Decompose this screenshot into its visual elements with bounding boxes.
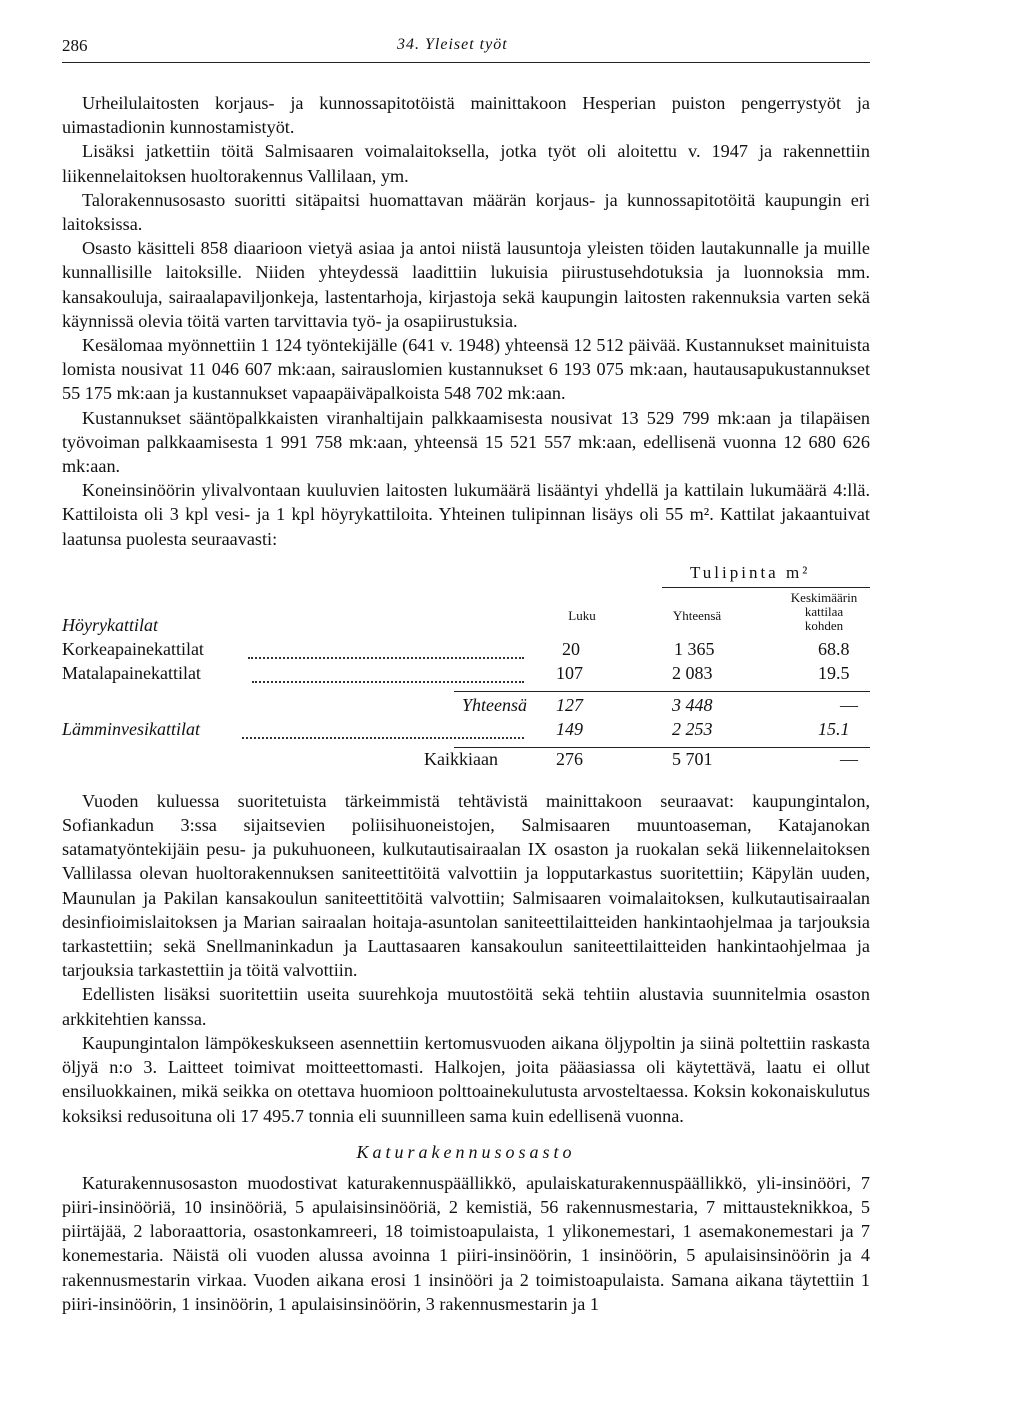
total-avg: — bbox=[840, 748, 858, 769]
paragraph: Osasto käsitteli 858 diaarioon vietyä asiaa ja antoi niistä lausuntoja yleisten töiden lautakunnalle ja muille kunnallisille laitoksille. Niiden yhteydessä laadittiin lukuisia piirustusehdotuksia ja luonnoksia mm. kansakouluja, sairaalapaviljonkeja, lastentarhoja, kirjastoja sekä kaupungin laitosten rakennuksia varten sekä käynnissä olevia töitä varten tarvittavia työ- ja osapiirustuksia. bbox=[62, 238, 870, 331]
cell-luku: 107 bbox=[556, 662, 583, 683]
cell-yhteensa: 2 253 bbox=[672, 718, 713, 739]
page-number: 286 bbox=[62, 36, 88, 55]
table-group-header: Tulipinta m² bbox=[690, 562, 811, 582]
row-label: Matalapainekattilat bbox=[62, 662, 201, 683]
paragraph: Kaupungintalon lämpökeskukseen asennettiin kertomusvuoden aikana öljypoltin ja siinä poltettiin raskasta öljyä n:o 3. Laitteet toimivat moitteettomasti. Halkojen, joita pääasiassa oli käytettävä, laatu ei ollut ensiluokkainen, mikä seikka on otettava huomioon polttoainekulutusta arvosteltaessa. Koksin kokonaiskulutus koksiksi redusoituna oli 17 495.7 tonnia eli suunnilleen sama kuin edellisenä vuonna. bbox=[62, 1032, 870, 1126]
paragraph: Kesälomaa myönnettiin 1 124 työntekijälle (641 v. 1948) yhteensä 12 512 päivää. Kustannukset mainituista lomista nousivat 11 046 607 mk:aan, sairauslomien kustannukset 6 193 075 mk:aan, hautausapukustannukset 55 175 mk:aan ja kustannukset vapaapäiväpalkoista 548 702 mk:aan. bbox=[62, 335, 870, 404]
cell-avg: 68.8 bbox=[818, 638, 850, 659]
paragraph: Edellisten lisäksi suoritettiin useita suurehkoja muutostöitä sekä tehtiin alustavia suunnitelmia osaston arkkitehtien kanssa. bbox=[62, 984, 870, 1029]
row-label-lamminvesi: Lämminvesikattilat bbox=[62, 718, 200, 739]
subtotal-luku: 127 bbox=[556, 694, 583, 715]
paragraph: Vuoden kuluessa suoritetuista tärkeimmistä tehtävistä mainittakoon seuraavat: kaupungintalon, Sofiankadun 3:ssa sijaitsevien poliisihuoneistojen, Salmisaaren muuntoaseman, Katajanokan satamatyöntekijäin pesu- ja pukuhuoneen, kulkutautisairaalan IX osaston ja ruokalan sekä liikennelaitoksen Vallilassa olevan huoltorakennuksen saniteettitöitä valvottiin ja lopputarkastus suoritettiin; Käpylän uuden, Maunulan ja Pakilan kansakoulun saniteettitöitä valvottiin; Salmisaaren voimalaitoksen, kulkutautisairaalan desinfioimislaitoksen ja Marian sairaalan hoitaja-asuntolan saniteettilaitteiden hankintaohjelmaa ja tarjouksia tarkastettiin; sekä Snellmaninkadun ja Lauttasaaren kansakoulun saniteettilaitteiden hankintaohjelmaa ja tarjouksia tarkastettiin ja töitä valvottiin. bbox=[62, 790, 870, 981]
subtotal-rule bbox=[454, 691, 870, 692]
row-label: Korkeapainekattilat bbox=[62, 638, 204, 659]
paragraph: Kustannukset sääntöpalkkaisten viranhaltijain palkkaamisesta nousivat 13 529 799 mk:aan ja tilapäisen työvoiman palkkaamisesta 1 991 758 mk:aan, yhteensä 15 521 557 mk:aan, edellisenä vuonna 12 680 626 mk:aan. bbox=[62, 407, 870, 477]
total-luku: 276 bbox=[556, 748, 583, 769]
body-text bbox=[62, 91, 870, 1316]
paragraph: Lisäksi jatkettiin töitä Salmisaaren voimalaitoksella, jotka työt oli aloitettu v. 1947 ja rakennettiin liikennelaitoksen huoltorakennus Vallilaan, ym. bbox=[62, 141, 870, 186]
cell-avg: 19.5 bbox=[818, 662, 850, 683]
total-rule bbox=[454, 747, 870, 748]
page-header bbox=[62, 36, 870, 63]
group-header-rule bbox=[662, 587, 870, 588]
col-header-yhteensa: Yhteensä bbox=[672, 607, 722, 623]
paragraph: Urheilulaitosten korjaus- ja kunnossapitotöistä mainittakoon Hesperian puiston pengerrystyöt ja uimastadionin kunnostamistyöt. bbox=[62, 93, 870, 138]
col-header-luku: Luku bbox=[568, 607, 596, 623]
running-title: 34. Yleiset työt bbox=[397, 36, 508, 53]
cell-yhteensa: 2 083 bbox=[672, 662, 713, 683]
subtotal-label: Yhteensä bbox=[462, 694, 527, 715]
section-label-hoyrykattilat: Höyrykattilat bbox=[62, 614, 158, 635]
boiler-table bbox=[62, 563, 870, 789]
paragraph: Katurakennusosaston muodostivat katurakennuspäällikkö, apulaiskaturakennuspäällikkö, yli-insinööri, 7 piiri-insinööriä, 10 insinööriä, 5 apulaisinsinööriä, 2 kemistiä, 56 rakennusmestaria, 7 mittausteknikkoa, 5 piirtäjää, 2 laboraattoria, osastonkamreeri, 18 toimistoapulaista, 1 ylikonemestari, 1 asemakonemestari ja 7 konemestaria. Näistä oli vuoden alussa avoinna 1 piiri-insinöörin, 1 insinöörin, 5 apulaisinsinöörin ja 4 rakennusmestarin virkaa. Vuoden aikana erosi 1 insinööri ja 2 toimistoapulaista. Samana aikana täytettiin 1 piiri-insinöörin, 1 insinöörin, 1 apulaisinsinöörin, 3 rakennusmestarin ja 1 bbox=[62, 1172, 870, 1314]
paragraph: Talorakennusosasto suoritti sitäpaitsi huomattavan määrän korjaus- ja kunnossapitotöitä kaupungin eri laitoksissa. bbox=[62, 189, 870, 235]
cell-yhteensa: 1 365 bbox=[674, 638, 715, 659]
col-header-avg-1: Keskimäärin bbox=[790, 589, 858, 605]
cell-luku: 149 bbox=[556, 718, 583, 739]
section-title: Katurakennusosasto bbox=[356, 1141, 576, 1162]
subtotal-avg: — bbox=[840, 694, 858, 715]
cell-avg: 15.1 bbox=[818, 718, 850, 739]
document-page bbox=[62, 36, 870, 1316]
paragraph: Koneinsinöörin ylivalvontaan kuuluvien laitosten lukumäärä lisääntyi yhdellä ja kattilain lukumäärä 4:llä. Kattiloista oli 3 kpl vesi- ja 1 kpl höyrykattiloita. Yhteinen tulipinnan lisäys oli 55 m². Kattilat jakaantuivat laatunsa puolesta seuraavasti: bbox=[62, 480, 870, 549]
col-header-avg-2: kattilaa bbox=[804, 603, 844, 619]
total-yhteensa: 5 701 bbox=[672, 748, 713, 769]
total-label: Kaikkiaan bbox=[424, 748, 498, 769]
col-header-avg-3: kohden bbox=[804, 617, 844, 633]
subtotal-yhteensa: 3 448 bbox=[672, 694, 713, 715]
dot-leader bbox=[248, 657, 524, 659]
dot-leader bbox=[242, 737, 524, 739]
cell-luku: 20 bbox=[562, 638, 580, 659]
dot-leader bbox=[252, 681, 524, 683]
